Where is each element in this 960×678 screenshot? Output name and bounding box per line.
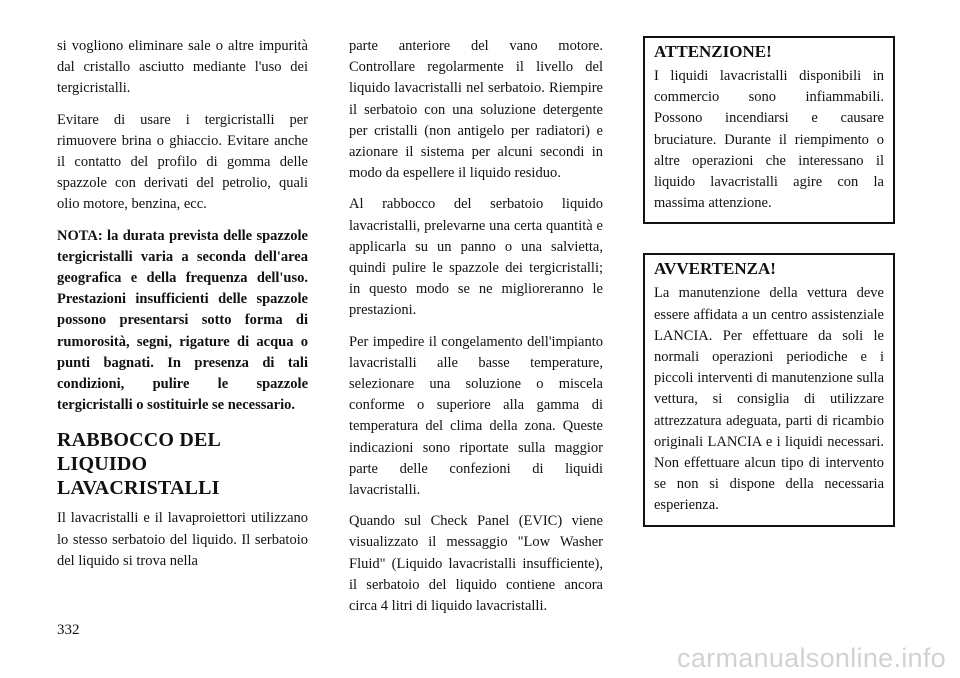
warning-box-attention: [643, 36, 895, 224]
column-right: [643, 36, 895, 556]
column-left: [57, 36, 308, 582]
warning-title: ATTENZIONE!: [654, 42, 772, 61]
caution-text: La manutenzione della vettura deve essere affidata a un centro assistenziale LANCIA. Per effettuare da soli le normali operazioni periodiche e i piccoli interventi di manutenzione sulla vettura, si consiglia di utilizzare attrezzatura adeguata, parti di ricambio originali LANCIA e i liquidi necessari. Non effettuare alcun tipo di intervento se non si dispone della necessaria esperienza.: [654, 285, 884, 514]
paragraph-low-fluid-message: Quando sul Check Panel (EVIC) viene visualizzato il messaggio "Low Washer Fluid" (Liquido lavacristalli insufficiente), il serbatoio del liquido contiene ancora circa 4 litri di liquido lavacristalli.: [349, 513, 603, 615]
paragraph-frost-warning: Evitare di usare i tergicristalli per rimuovere brina o ghiaccio. Evitare anche il contatto del profilo di gomma delle spazzole con derivati del petrolio, quali olio motore, benzina, ecc.: [57, 111, 308, 213]
section-heading-washer-fluid: RABBOCCO DEL LIQUIDO LAVACRISTALLI: [57, 429, 220, 500]
caution-title: AVVERTENZA!: [654, 259, 776, 279]
paragraph-salt-removal: si vogliono eliminare sale o altre impurità dal cristallo asciutto mediante l'uso dei tergicristalli.: [57, 38, 308, 97]
column-middle: [349, 36, 603, 627]
paragraph-washer-reservoir: Il lavacristalli e il lavaproiettori utilizzano lo stesso serbatoio del liquido. Il serbatoio del liquido si trova nella: [57, 510, 308, 569]
paragraph-freeze-protection: Per impedire il congelamento dell'impianto lavacristalli alle basse temperature, selezionare una soluzione o miscela conforme o superiore alla gamma di temperatura del clima della zona. Queste indicazioni sono riportate sulla maggior parte delle confezioni di liquidi lavacristalli.: [349, 333, 603, 499]
paragraph-refill-cleaning: Al rabbocco del serbatoio liquido lavacristalli, prelevarne una certa quantità e applicarla su un panno o una salvietta, quindi pulire le spazzole dei tergicristalli; in questo modo se ne miglioreranno le prestazioni.: [349, 196, 603, 319]
page-number: 332: [57, 622, 80, 638]
note-wiper-blade-life: NOTA: la durata prevista delle spazzole tergicristalli varia a seconda dell'area geografica e della frequenza dell'uso. Prestazioni insufficienti delle spazzole possono presentarsi sotto forma di rumorosità, segni, rigature di acqua o punti bagnati. In presenza di tali condizioni, pulire le spazzole tergicristalli o sostituirle se necessario.: [57, 227, 308, 414]
paragraph-reservoir-location: parte anteriore del vano motore. Controllare regolarmente il livello del liquido lavacristalli nel serbatoio. Riempire il serbatoio con una soluzione detergente per cristalli (non antigelo per radiatori) e azionare il sistema per alcuni secondi in modo da espellere il liquido residuo.: [349, 38, 603, 182]
warning-text: I liquidi lavacristalli disponibili in commercio sono infiammabili. Possono incendiarsi e causare bruciature. Durante il riempimento o altre operazioni che interessano il liquido lavacristalli agire con la massima attenzione.: [654, 68, 884, 212]
caution-box-maintenance: [643, 253, 895, 526]
watermark-text: carmanualsonline.info: [677, 643, 946, 673]
